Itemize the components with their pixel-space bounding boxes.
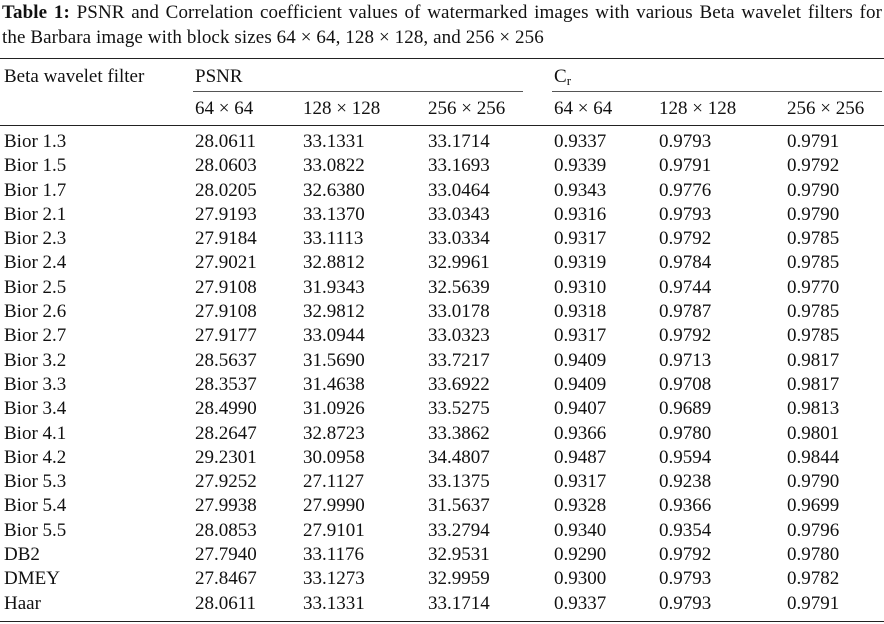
row-cr-value: 0.9366 <box>554 422 607 444</box>
caption-label: Table 1: <box>2 2 70 23</box>
row-psnr-value: 30.0958 <box>303 446 365 468</box>
row-cr-value: 0.9792 <box>787 155 840 177</box>
table-row <box>0 447 884 471</box>
row-cr-value: 0.9317 <box>554 228 607 250</box>
header-filter: Beta wavelet filter <box>4 66 145 87</box>
row-cr-value: 0.9708 <box>659 373 712 395</box>
row-psnr-value: 28.0853 <box>195 519 257 541</box>
table-row <box>0 568 884 592</box>
row-psnr-value: 33.0944 <box>303 325 365 347</box>
row-cr-value: 0.9317 <box>554 325 607 347</box>
row-psnr-value: 33.5275 <box>428 398 490 420</box>
header-cr-64: 64 × 64 <box>554 98 613 119</box>
header-cr-256: 256 × 256 <box>787 98 865 119</box>
row-psnr-value: 31.5690 <box>303 349 365 371</box>
row-cr-value: 0.9793 <box>659 203 712 225</box>
row-psnr-value: 33.1693 <box>428 155 490 177</box>
row-filter-name: Bior 5.5 <box>4 519 67 541</box>
row-psnr-value: 33.0334 <box>428 228 490 250</box>
table-row <box>0 131 884 155</box>
row-cr-value: 0.9813 <box>787 398 840 420</box>
table-row <box>0 277 884 301</box>
table-row <box>0 520 884 544</box>
row-psnr-value: 33.1113 <box>303 228 364 250</box>
row-cr-value: 0.9238 <box>659 471 712 493</box>
row-cr-value: 0.9487 <box>554 446 607 468</box>
row-cr-value: 0.9337 <box>554 131 607 152</box>
header-cr-128: 128 × 128 <box>659 98 737 119</box>
row-psnr-value: 33.1714 <box>428 131 490 152</box>
row-psnr-value: 28.0611 <box>195 131 257 152</box>
row-filter-name: DMEY <box>4 568 60 590</box>
row-cr-value: 0.9713 <box>659 349 712 371</box>
row-psnr-value: 32.6380 <box>303 179 365 201</box>
row-psnr-value: 27.8467 <box>195 568 257 590</box>
row-cr-value: 0.9792 <box>659 544 712 566</box>
row-psnr-value: 33.0323 <box>428 325 490 347</box>
row-filter-name: Bior 2.7 <box>4 325 67 347</box>
row-filter-name: Bior 1.5 <box>4 155 67 177</box>
row-cr-value: 0.9317 <box>554 471 607 493</box>
row-psnr-value: 33.7217 <box>428 349 490 371</box>
row-filter-name: Bior 3.4 <box>4 398 67 420</box>
row-cr-value: 0.9776 <box>659 179 712 201</box>
row-psnr-value: 34.4807 <box>428 446 490 468</box>
row-cr-value: 0.9310 <box>554 276 607 298</box>
row-filter-name: Bior 2.3 <box>4 228 67 250</box>
row-cr-value: 0.9790 <box>787 203 840 225</box>
row-cr-value: 0.9340 <box>554 519 607 541</box>
row-psnr-value: 27.9990 <box>303 495 365 517</box>
row-psnr-value: 27.9101 <box>303 519 365 541</box>
table-top-rule <box>0 58 884 59</box>
row-cr-value: 0.9784 <box>659 252 712 274</box>
row-cr-value: 0.9328 <box>554 495 607 517</box>
table-row <box>0 495 884 519</box>
row-filter-name: Bior 2.4 <box>4 252 67 274</box>
table-row <box>0 398 884 422</box>
table-body <box>0 131 884 617</box>
row-psnr-value: 28.4990 <box>195 398 257 420</box>
table-row <box>0 180 884 204</box>
table-row <box>0 325 884 349</box>
row-psnr-value: 32.8723 <box>303 422 365 444</box>
row-psnr-value: 28.5637 <box>195 349 257 371</box>
row-cr-value: 0.9337 <box>554 592 607 614</box>
row-filter-name: Bior 4.2 <box>4 446 67 468</box>
row-psnr-value: 33.1176 <box>303 544 365 566</box>
row-cr-value: 0.9290 <box>554 544 607 566</box>
header-psnr-256: 256 × 256 <box>428 98 506 119</box>
row-psnr-value: 27.9177 <box>195 325 257 347</box>
row-psnr-value: 33.0464 <box>428 179 490 201</box>
table-caption <box>2 0 882 50</box>
row-cr-value: 0.9817 <box>787 349 840 371</box>
row-psnr-value: 32.9812 <box>303 301 365 323</box>
cr-group-rule <box>552 91 882 92</box>
row-cr-value: 0.9790 <box>787 179 840 201</box>
table-row <box>0 544 884 568</box>
row-filter-name: Bior 2.6 <box>4 301 67 323</box>
row-psnr-value: 28.0603 <box>195 155 257 177</box>
row-cr-value: 0.9785 <box>787 252 840 274</box>
row-cr-value: 0.9801 <box>787 422 840 444</box>
row-psnr-value: 27.1127 <box>303 471 365 493</box>
row-psnr-value: 27.9252 <box>195 471 257 493</box>
row-psnr-value: 31.9343 <box>303 276 365 298</box>
row-psnr-value: 33.0343 <box>428 203 490 225</box>
row-psnr-value: 33.1273 <box>303 568 365 590</box>
row-cr-value: 0.9785 <box>787 325 840 347</box>
row-cr-value: 0.9792 <box>659 325 712 347</box>
row-psnr-value: 32.5639 <box>428 276 490 298</box>
row-filter-name: Bior 1.7 <box>4 179 67 201</box>
row-psnr-value: 32.9961 <box>428 252 490 274</box>
row-psnr-value: 27.9021 <box>195 252 257 274</box>
row-psnr-value: 27.9184 <box>195 228 257 250</box>
row-filter-name: Bior 4.1 <box>4 422 67 444</box>
row-cr-value: 0.9793 <box>659 592 712 614</box>
row-psnr-value: 33.2794 <box>428 519 490 541</box>
table-row <box>0 374 884 398</box>
row-cr-value: 0.9792 <box>659 228 712 250</box>
row-cr-value: 0.9787 <box>659 301 712 323</box>
table-row <box>0 350 884 374</box>
row-psnr-value: 27.9108 <box>195 301 257 323</box>
table-row <box>0 301 884 325</box>
row-cr-value: 0.9790 <box>787 471 840 493</box>
table-bottom-rule <box>0 621 884 622</box>
row-cr-value: 0.9744 <box>659 276 712 298</box>
table-header-rule <box>0 125 884 126</box>
header-psnr-group: PSNR <box>195 66 243 87</box>
header-cr-subscript: r <box>566 73 572 88</box>
row-psnr-value: 33.0822 <box>303 155 365 177</box>
row-cr-value: 0.9339 <box>554 155 607 177</box>
row-cr-value: 0.9791 <box>787 592 840 614</box>
table-row <box>0 423 884 447</box>
row-cr-value: 0.9689 <box>659 398 712 420</box>
row-filter-name: Bior 2.5 <box>4 276 67 298</box>
row-psnr-value: 31.0926 <box>303 398 365 420</box>
row-psnr-value: 27.9108 <box>195 276 257 298</box>
row-cr-value: 0.9817 <box>787 373 840 395</box>
row-filter-name: Bior 5.4 <box>4 495 67 517</box>
table-row <box>0 155 884 179</box>
row-cr-value: 0.9319 <box>554 252 607 274</box>
row-psnr-value: 33.0178 <box>428 301 490 323</box>
row-psnr-value: 33.6922 <box>428 373 490 395</box>
row-psnr-value: 28.0205 <box>195 179 257 201</box>
header-psnr-64: 64 × 64 <box>195 98 254 119</box>
row-filter-name: Bior 1.3 <box>4 131 67 152</box>
row-cr-value: 0.9318 <box>554 301 607 323</box>
psnr-group-rule <box>193 91 523 92</box>
row-cr-value: 0.9770 <box>787 276 840 298</box>
row-psnr-value: 27.7940 <box>195 544 257 566</box>
row-psnr-value: 32.8812 <box>303 252 365 274</box>
row-psnr-value: 33.3862 <box>428 422 490 444</box>
row-filter-name: Bior 3.2 <box>4 349 67 371</box>
row-psnr-value: 28.0611 <box>195 592 257 614</box>
row-filter-name: Bior 2.1 <box>4 203 67 225</box>
row-psnr-value: 32.9959 <box>428 568 490 590</box>
caption-text: PSNR and Correlation coefficient values of watermarked images with various Beta wavelet filters for the Barbara image with block sizes 64 × 64, 128 × 128, and 256 × 256 <box>2 2 883 48</box>
row-psnr-value: 33.1331 <box>303 592 365 614</box>
row-psnr-value: 31.4638 <box>303 373 365 395</box>
row-psnr-value: 27.9938 <box>195 495 257 517</box>
row-cr-value: 0.9366 <box>659 495 712 517</box>
row-cr-value: 0.9793 <box>659 131 712 152</box>
row-cr-value: 0.9300 <box>554 568 607 590</box>
row-cr-value: 0.9780 <box>659 422 712 444</box>
row-psnr-value: 33.1714 <box>428 592 490 614</box>
row-cr-value: 0.9782 <box>787 568 840 590</box>
header-cr-group <box>554 66 571 92</box>
table-row <box>0 228 884 252</box>
table-row <box>0 471 884 495</box>
row-psnr-value: 29.2301 <box>195 446 257 468</box>
table-row <box>0 593 884 617</box>
row-cr-value: 0.9409 <box>554 373 607 395</box>
row-cr-value: 0.9354 <box>659 519 712 541</box>
row-psnr-value: 28.2647 <box>195 422 257 444</box>
row-psnr-value: 33.1331 <box>303 131 365 152</box>
row-cr-value: 0.9785 <box>787 301 840 323</box>
row-psnr-value: 33.1370 <box>303 203 365 225</box>
row-filter-name: Bior 3.3 <box>4 373 67 395</box>
table-row <box>0 252 884 276</box>
row-psnr-value: 32.9531 <box>428 544 490 566</box>
row-filter-name: Haar <box>4 592 41 614</box>
row-cr-value: 0.9316 <box>554 203 607 225</box>
row-psnr-value: 27.9193 <box>195 203 257 225</box>
row-psnr-value: 28.3537 <box>195 373 257 395</box>
row-cr-value: 0.9699 <box>787 495 840 517</box>
row-cr-value: 0.9791 <box>659 155 712 177</box>
header-cr-main: C <box>554 66 567 87</box>
row-psnr-value: 33.1375 <box>428 471 490 493</box>
header-psnr-128: 128 × 128 <box>303 98 381 119</box>
row-cr-value: 0.9793 <box>659 568 712 590</box>
table-row <box>0 204 884 228</box>
row-cr-value: 0.9594 <box>659 446 712 468</box>
row-cr-value: 0.9796 <box>787 519 840 541</box>
row-cr-value: 0.9780 <box>787 544 840 566</box>
row-cr-value: 0.9785 <box>787 228 840 250</box>
row-cr-value: 0.9791 <box>787 131 840 152</box>
row-filter-name: DB2 <box>4 544 40 566</box>
row-cr-value: 0.9407 <box>554 398 607 420</box>
row-cr-value: 0.9343 <box>554 179 607 201</box>
row-filter-name: Bior 5.3 <box>4 471 67 493</box>
row-cr-value: 0.9409 <box>554 349 607 371</box>
row-psnr-value: 31.5637 <box>428 495 490 517</box>
row-cr-value: 0.9844 <box>787 446 840 468</box>
